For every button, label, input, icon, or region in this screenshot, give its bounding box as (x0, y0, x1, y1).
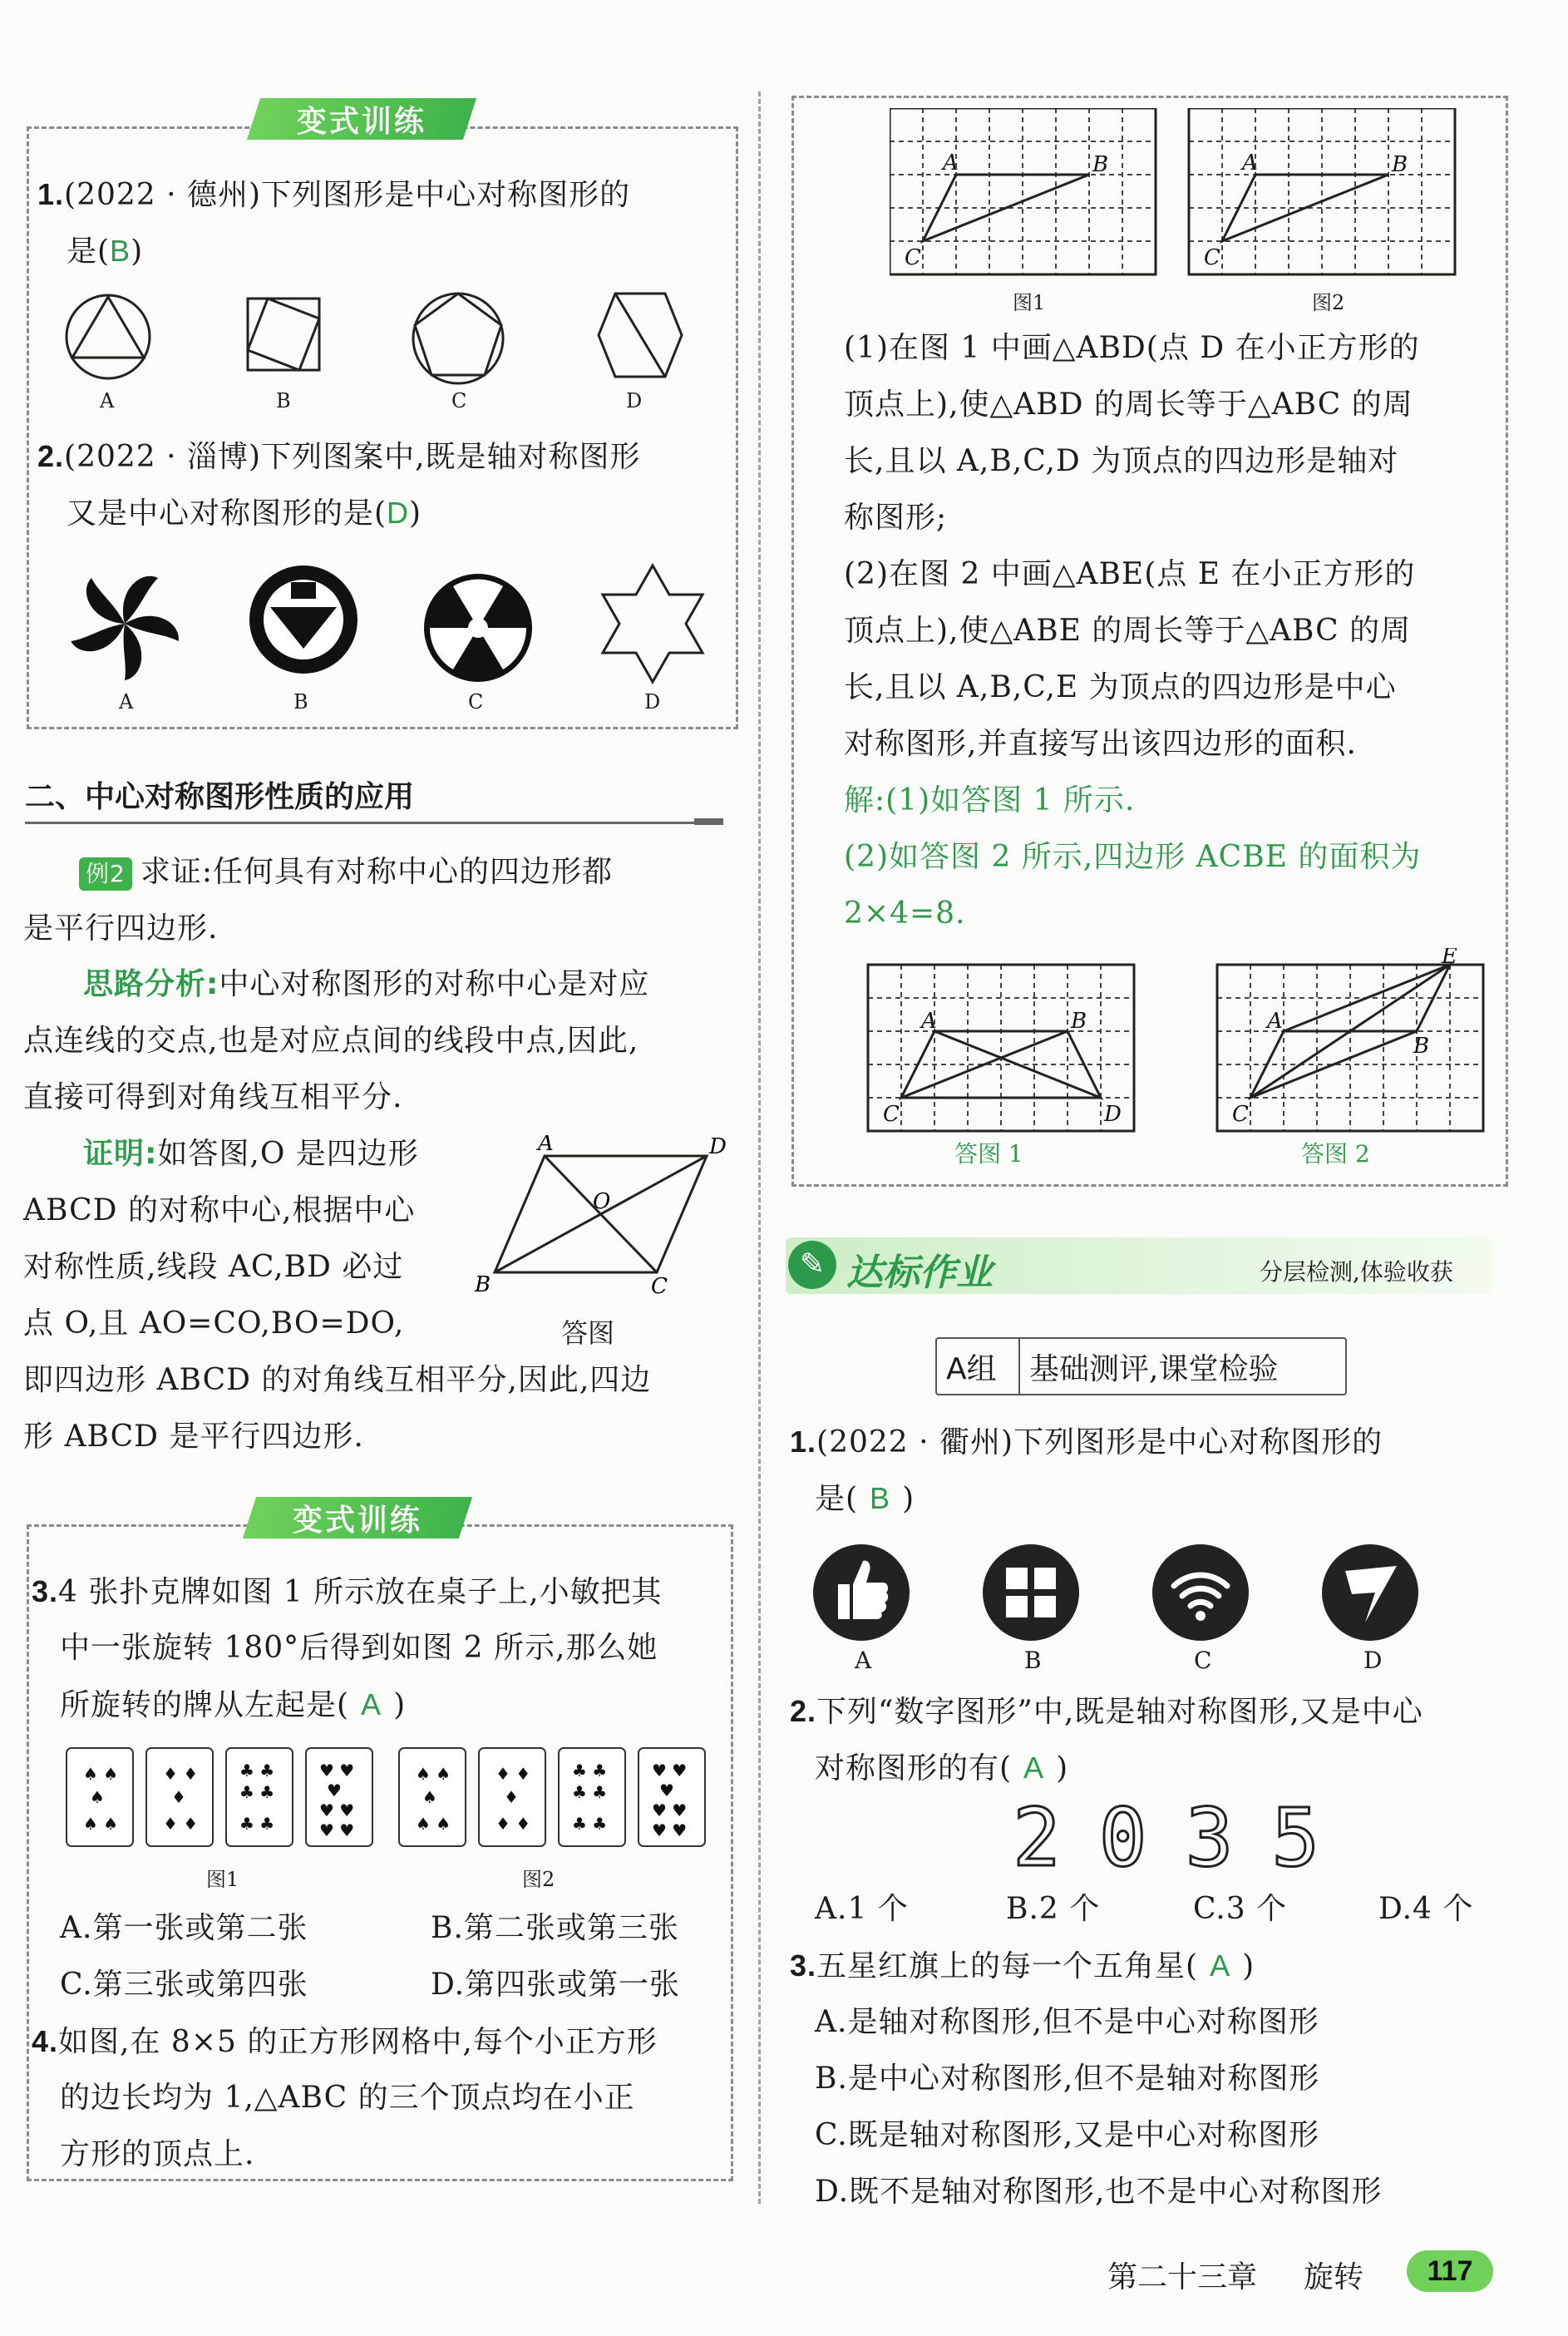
hw-question-1-line2: 是( B ) (815, 1481, 915, 1516)
ans2-label-a: A (1267, 1009, 1283, 1034)
fig-label-b: B (475, 1272, 491, 1297)
q4-part1-line2: 顶点上),使△ABD 的周长等于△ABC 的周 (844, 388, 1413, 422)
digit-5: 5 (1271, 1791, 1320, 1884)
pencil-icon: ✎ (788, 1241, 836, 1289)
homework-subtitle: 分层检测,体验收获 (1260, 1258, 1453, 1286)
playing-cards (65, 1746, 713, 1854)
hw-question-2-line2: 对称图形的有( A ) (815, 1751, 1069, 1785)
ans1-label-d: D (1104, 1102, 1122, 1127)
proof-line6: 形 ABCD 是平行四边形. (23, 1420, 364, 1454)
svg-text:♣ ♣: ♣ ♣ (572, 1782, 608, 1802)
ans2-label-b: B (1413, 1034, 1430, 1059)
hw-q2-option-a: A.1 个 (815, 1892, 909, 1926)
ans2-label-e: E (1442, 948, 1457, 969)
svg-text:♦ ♦: ♦ ♦ (496, 1814, 531, 1834)
ans2-label-c: C (1232, 1102, 1249, 1127)
question-3-line3: 所旋转的牌从左起是( A ) (60, 1687, 407, 1722)
svg-text:♥ ♥: ♥ ♥ (319, 1761, 355, 1780)
grid2-label-a: A (1242, 151, 1258, 175)
digit-2: 2 (1013, 1791, 1061, 1884)
analysis: 思路分析:中心对称图形的对称中心是对应 (83, 967, 650, 1001)
digit-0: 0 (1098, 1791, 1147, 1884)
svg-text:♥ ♥: ♥ ♥ (652, 1820, 688, 1840)
hw-q1-label-b: B (1024, 1647, 1042, 1674)
cards-fig2-caption: 图2 (522, 1868, 555, 1891)
hw-q2-option-c: C.3 个 (1193, 1892, 1288, 1926)
q4-part2-line3: 长,且以 A,B,C,E 为顶点的四边形是中心 (844, 670, 1397, 704)
svg-text:♠: ♠ (422, 1787, 437, 1807)
question-2: 2.(2022 · 淄博)下列图案中,既是轴对称图形 (37, 439, 641, 474)
ans1-label-c: C (883, 1102, 900, 1127)
group-label: A组 (946, 1352, 997, 1386)
grid2-caption: 图2 (1312, 291, 1345, 314)
example-2: 例2 求证:任何具有对称中心的四边形都 (79, 844, 744, 901)
svg-text:♣ ♣: ♣ ♣ (572, 1814, 608, 1834)
hw-q3-option-c: C.既是轴对称图形,又是中心对称图形 (815, 2118, 1320, 2152)
svg-text:♠ ♠: ♠ ♠ (83, 1764, 119, 1784)
answer-fig1-caption: 答图 1 (954, 1140, 1023, 1168)
fig-label-a: A (538, 1135, 554, 1156)
q4-grids (890, 108, 1472, 287)
solution-line1: 解:(1)如答图 1 所示. (844, 783, 1136, 817)
svg-text:♦ ♦: ♦ ♦ (496, 1764, 531, 1784)
q1-label-b: B (276, 389, 291, 412)
grid1-label-a: A (943, 151, 959, 175)
parallelogram-figure (470, 1135, 736, 1301)
svg-text:♣ ♣: ♣ ♣ (239, 1782, 275, 1802)
hw-answer-3: A (1210, 1948, 1231, 1983)
hw-q1-label-c: C (1194, 1647, 1212, 1674)
hw-q1-icons (813, 1543, 1428, 1651)
grid2-label-b: B (1392, 152, 1408, 177)
q4-part1-line3: 长,且以 A,B,C,D 为顶点的四边形是轴对 (844, 444, 1399, 478)
proof-line3: 对称性质,线段 AC,BD 必过 (23, 1250, 404, 1284)
q4-part2-line4: 对称图形,并直接写出该四边形的面积. (844, 727, 1357, 761)
q4-part2-line2: 顶点上),使△ABE 的周长等于△ABC 的周 (844, 614, 1412, 648)
hw-question-3: 3.五星红旗上的每一个五角星( A ) (790, 1948, 1255, 1983)
question-2-line2: 又是中心对称图形的是(D) (67, 496, 422, 531)
q3-option-b: B.第二张或第三张 (431, 1911, 679, 1945)
question-4-line2: 的边长均为 1,△ABC 的三个顶点均在小正 (60, 2081, 635, 2115)
q3-option-a: A.第一张或第二张 (60, 1911, 308, 1945)
variant-banner-2: 变式训练 (243, 1497, 472, 1538)
svg-text:♦: ♦ (504, 1787, 519, 1807)
hw-q1-label-a: A (855, 1647, 872, 1674)
q4-part2-line1: (2)在图 2 中画△ABE(点 E 在小正方形的 (844, 557, 1416, 591)
svg-text:♠ ♠: ♠ ♠ (416, 1814, 451, 1834)
svg-text:♦: ♦ (171, 1787, 186, 1807)
q2-label-a: A (119, 690, 134, 714)
answer-3: A (361, 1687, 382, 1721)
fig-label-c: C (651, 1274, 668, 1299)
hw-q3-option-d: D.既不是轴对称图形,也不是中心对称图形 (815, 2175, 1383, 2209)
question-4-line3: 方形的顶点上. (60, 2137, 255, 2171)
hw-q3-option-a: A.是轴对称图形,但不是中心对称图形 (815, 2005, 1319, 2039)
svg-text:♣ ♣: ♣ ♣ (239, 1761, 275, 1780)
solution-line2: (2)如答图 2 所示,四边形 ACBE 的面积为 (844, 840, 1422, 874)
hw-answer-2: A (1023, 1751, 1045, 1785)
hw-q3-option-b: B.是中心对称图形,但不是轴对称图形 (815, 2062, 1320, 2096)
q2-label-b: B (293, 690, 308, 714)
q4-part1-line1: (1)在图 1 中画△ABD(点 D 在小正方形的 (844, 331, 1420, 365)
section-title: 二、中心对称图形性质的应用 (25, 780, 415, 814)
question-1-line2: 是(B) (67, 234, 144, 269)
question-3-line2: 中一张旋转 180°后得到如图 2 所示,那么她 (60, 1631, 658, 1665)
footer-chapter: 第二十三章 (1107, 2260, 1258, 2294)
proof-line2: ABCD 的对称中心,根据中心 (23, 1193, 416, 1227)
answer-grids (865, 948, 1497, 1139)
svg-text:♣ ♣: ♣ ♣ (239, 1814, 275, 1834)
variant-banner-1: 变式训练 (247, 98, 476, 140)
group-divider (1018, 1337, 1020, 1395)
svg-text:♥: ♥ (659, 1780, 674, 1800)
proof-line5: 即四边形 ABCD 的对角线互相平分,因此,四边 (23, 1363, 652, 1397)
q1-figures (50, 287, 715, 420)
svg-text:♥: ♥ (327, 1780, 342, 1800)
digit-3: 3 (1185, 1791, 1234, 1884)
svg-text:♥ ♥: ♥ ♥ (319, 1800, 355, 1820)
hw-question-1: 1.(2022 · 衢州)下列图形是中心对称图形的 (790, 1425, 1383, 1459)
svg-text:♦ ♦: ♦ ♦ (163, 1814, 199, 1834)
ans1-label-a: A (921, 1009, 937, 1034)
grid2-label-c: C (1204, 245, 1220, 270)
digit-figures (1013, 1791, 1329, 1884)
proof: 证明:如答图,O 是四边形 (83, 1137, 419, 1171)
q2-figures (67, 557, 723, 699)
hw-q2-option-d: D.4 个 (1378, 1892, 1474, 1926)
cards-fig1-caption: 图1 (206, 1868, 239, 1891)
solution-line3: 2×4=8. (844, 896, 966, 931)
answer-2: D (387, 496, 410, 530)
q2-label-c: C (468, 690, 484, 714)
homework-title: 达标作业 (846, 1252, 993, 1294)
q4-part1-line4: 称图形; (844, 501, 948, 535)
svg-text:♠ ♠: ♠ ♠ (416, 1764, 451, 1784)
svg-text:♥ ♥: ♥ ♥ (652, 1761, 688, 1780)
question-1: 1.(2022 · 德州)下列图形是中心对称图形的 (37, 177, 631, 212)
answer-1: B (110, 234, 131, 268)
svg-text:♠: ♠ (90, 1787, 105, 1807)
answer-fig2-caption: 答图 2 (1301, 1140, 1370, 1168)
hw-answer-1: B (870, 1481, 891, 1515)
footer-topic: 旋转 (1304, 2260, 1364, 2294)
group-title: 基础测评,课堂检验 (1029, 1352, 1279, 1386)
q3-option-d: D.第四张或第一张 (431, 1968, 681, 2002)
analysis-line3: 直接可得到对角线互相平分. (23, 1080, 403, 1114)
q1-label-c: C (451, 389, 467, 412)
q1-label-d: D (626, 389, 643, 412)
page-number: 117 (1407, 2250, 1493, 2292)
example-2-line2: 是平行四边形. (23, 911, 219, 946)
svg-text:♥ ♥: ♥ ♥ (652, 1800, 688, 1820)
example-tag: 例2 (79, 857, 132, 891)
svg-text:♣ ♣: ♣ ♣ (572, 1761, 608, 1780)
svg-text:♥ ♥: ♥ ♥ (319, 1820, 355, 1840)
hw-q2-option-b: B.2 个 (1006, 1892, 1101, 1926)
svg-text:♠ ♠: ♠ ♠ (83, 1814, 119, 1834)
analysis-line2: 点连线的交点,也是对应点间的线段中点,因此, (23, 1024, 639, 1058)
q3-option-c: C.第三张或第四张 (60, 1968, 308, 2002)
fig-label-d: D (709, 1135, 727, 1159)
hw-q1-label-d: D (1363, 1647, 1383, 1674)
fig-label-o: O (593, 1189, 611, 1214)
q1-label-a: A (100, 389, 115, 412)
ans1-label-b: B (1071, 1009, 1087, 1034)
column-divider (758, 91, 761, 2204)
hw-question-2: 2.下列“数字图形”中,既是轴对称图形,又是中心 (790, 1694, 1423, 1729)
section-underline (25, 822, 723, 824)
question-3: 3.4 张扑克牌如图 1 所示放在桌子上,小敏把其 (32, 1574, 663, 1609)
grid1-caption: 图1 (1013, 291, 1046, 314)
question-4: 4.如图,在 8×5 的正方形网格中,每个小正方形 (32, 2024, 658, 2059)
grid1-label-c: C (905, 245, 921, 270)
grid1-label-b: B (1092, 152, 1109, 177)
figure-caption: 答图 (561, 1317, 615, 1349)
svg-text:♦ ♦: ♦ ♦ (163, 1764, 199, 1784)
q2-label-d: D (644, 690, 661, 714)
proof-line4: 点 O,且 AO=CO,BO=DO, (23, 1306, 405, 1341)
